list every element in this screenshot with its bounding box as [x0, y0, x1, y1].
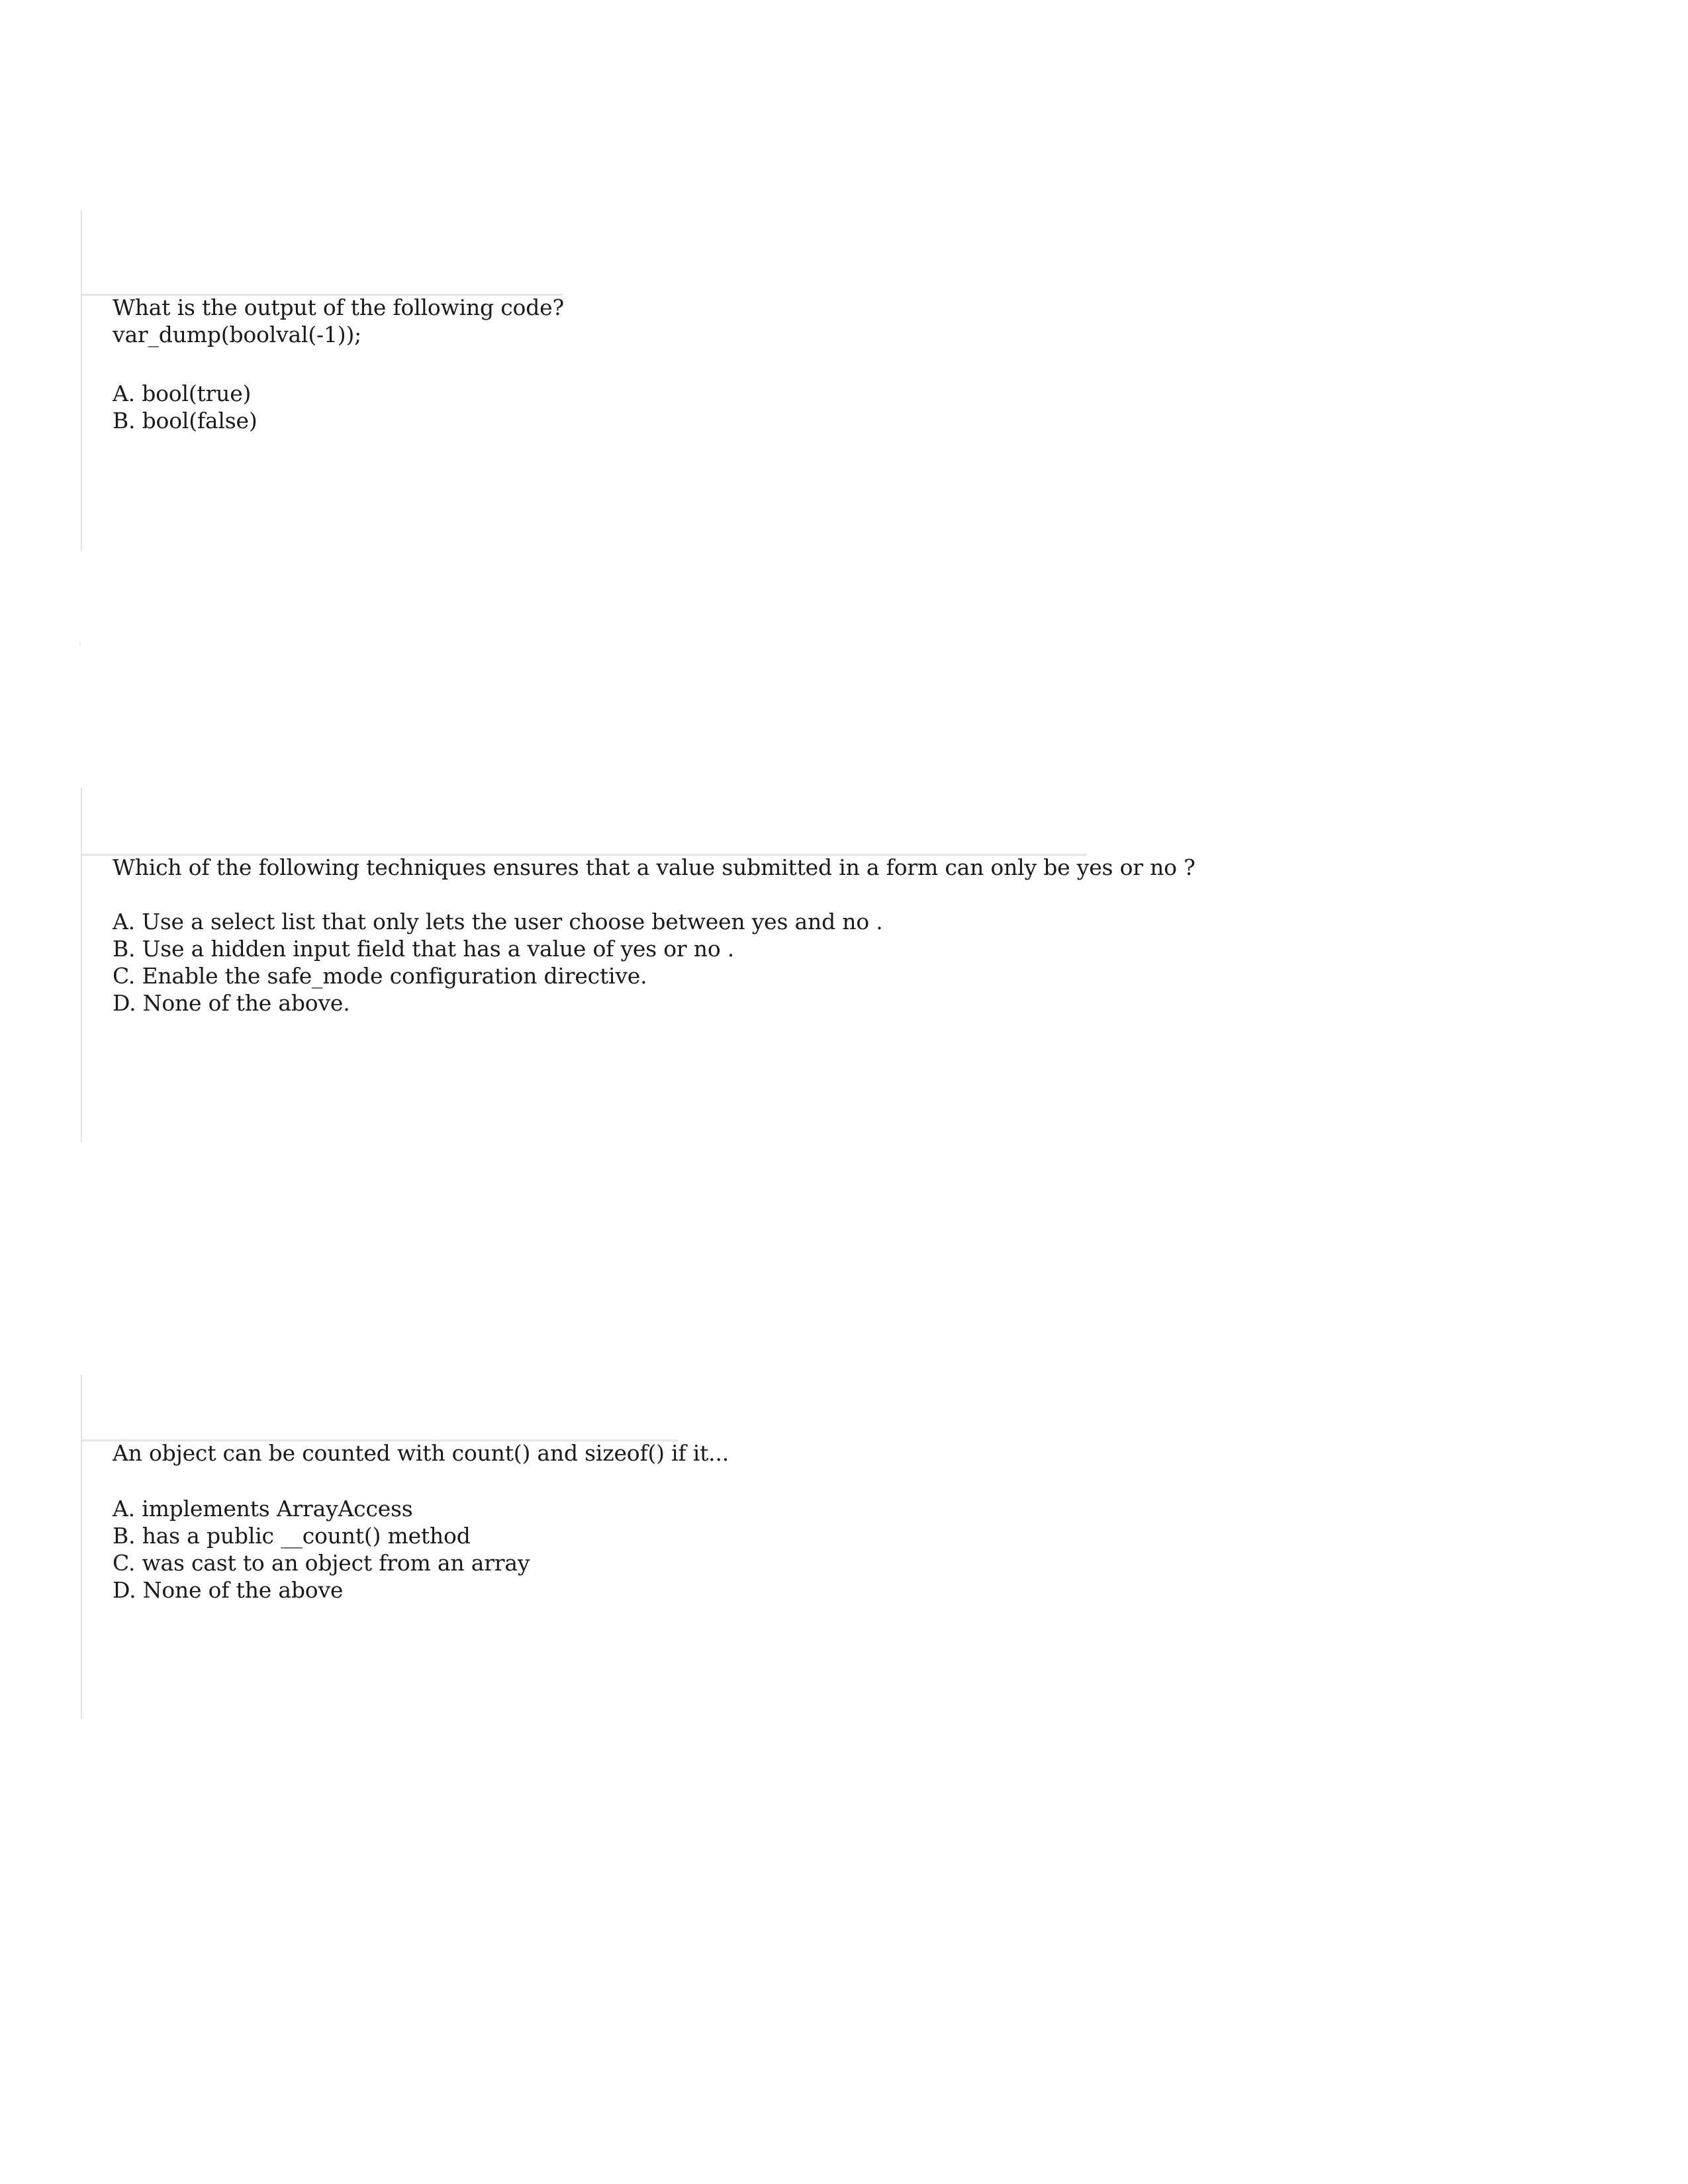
question-1-options	[113, 380, 258, 434]
option-a: A. bool(true)	[113, 381, 252, 406]
question-3-options	[113, 1495, 530, 1604]
question-1-text	[113, 294, 564, 348]
question-3-left-rule	[81, 1375, 82, 1719]
question-3-text	[113, 1439, 729, 1467]
question-2-options	[113, 908, 883, 1017]
question-1-left-rule	[81, 210, 82, 551]
option-c: C. Enable the safe_mode configuration directive.	[113, 963, 647, 989]
option-d: D. None of the above.	[113, 990, 350, 1016]
option-d: D. None of the above	[113, 1577, 344, 1603]
option-a: A. implements ArrayAccess	[113, 1496, 413, 1522]
question-2-text	[113, 854, 1196, 881]
option-b: B. has a public __count() method	[113, 1523, 471, 1549]
option-a: A. Use a select list that only lets the user choose between yes and no .	[113, 909, 883, 934]
question-1-prompt: What is the output of the following code?	[113, 295, 564, 320]
question-1-code: var_dump(boolval(-1));	[113, 322, 362, 347]
option-b: B. Use a hidden input field that has a value of yes or no .	[113, 936, 735, 962]
question-2-left-rule	[81, 788, 82, 1142]
question-2-prompt: Which of the following techniques ensures that a value submitted in a form can only be yes or no ?	[113, 854, 1196, 880]
option-c: C. was cast to an object from an array	[113, 1550, 530, 1576]
page-artifact	[79, 641, 81, 646]
option-b: B. bool(false)	[113, 408, 258, 433]
question-3-prompt: An object can be counted with count() and sizeof() if it...	[113, 1440, 729, 1466]
